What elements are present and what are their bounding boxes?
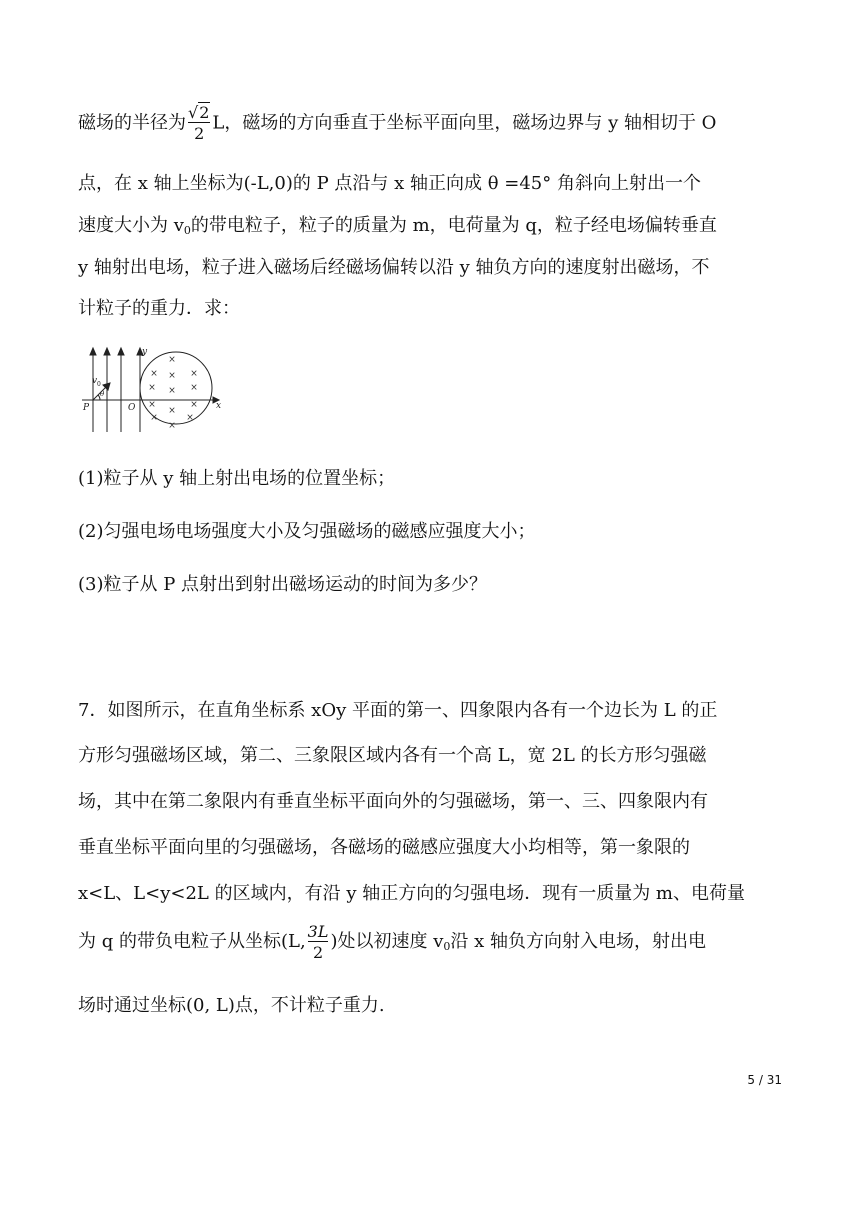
radius-fraction: $\frac{√2}{2}$ (188, 103, 210, 143)
p7-line-6-c: 沿 x 轴负方向射入电场，射出电 (450, 931, 706, 952)
p6-line-1-b: L，磁场的方向垂直于坐标平面向里，磁场边界与 y 轴相切于 O (212, 112, 717, 134)
field-arrow-3 (118, 348, 124, 355)
p7-line-1: 7．如图所示，在直角坐标系 xOy 平面的第一、四象限内各有一个边长为 L 的正 (78, 700, 718, 721)
cross-mark: × (148, 383, 156, 393)
p6-line-3-a: 速度大小为 v (78, 215, 184, 236)
p7-line-6-b: )处以初速度 v (330, 931, 444, 952)
cross-mark: × (168, 406, 176, 416)
point-p-label: P (83, 403, 90, 413)
origin-label: O (128, 403, 136, 413)
p6-line-4: y 轴射出电场，粒子进入磁场后经磁场偏转以沿 y 轴负方向的速度射出磁场，不 (78, 257, 710, 278)
cross-mark: × (190, 369, 198, 379)
p7-line-4: 垂直坐标平面向里的匀强磁场，各磁场的磁感应强度大小均相等，第一象限的 (78, 837, 690, 858)
cross-mark: × (168, 386, 176, 396)
cross-mark: × (150, 369, 158, 379)
initial-y-fraction (308, 923, 329, 962)
cross-mark: × (168, 355, 176, 365)
p6-line-1-a: 磁场的半径为 (78, 112, 186, 134)
cross-mark: × (190, 383, 198, 393)
field-arrow-2 (104, 348, 110, 355)
v0-subscript: 0 (183, 224, 191, 237)
y-axis-label: y (142, 347, 148, 357)
cross-mark: × (190, 400, 198, 410)
cross-mark: × (168, 421, 176, 431)
p7-line-6-a: 为 q 的带负电粒子从坐标(L, (78, 931, 306, 952)
field-figure (78, 340, 228, 435)
x-axis-label: x (216, 401, 222, 411)
p7-line-5: x<L、L<y<2L 的区域内，有沿 y 轴正方向的匀强电场．现有一质量为 m、电荷量 (78, 883, 745, 904)
frac-den: 2 (188, 122, 210, 143)
field-arrow-1 (90, 348, 96, 355)
p7-line-2: 方形匀强磁场区域，第二、三象限区域内各有一个高 L，宽 2L 的长方形匀强磁 (78, 745, 707, 766)
p6-line-1 (78, 104, 716, 143)
cross-mark: × (168, 371, 176, 381)
frac-num: 2 (199, 103, 210, 122)
question-3: (3)粒子从 P 点射出到射出磁场运动的时间为多少？ (78, 574, 488, 595)
theta-label: θ (100, 390, 105, 398)
page-number: 5 / 31 (747, 1073, 782, 1087)
cross-mark: × (150, 413, 158, 423)
question-2: (2)匀强电场电场强度大小及匀强磁场的磁感应强度大小； (78, 521, 536, 542)
velocity-subscript: 0 (97, 381, 101, 388)
p6-line-5: 计粒子的重力．求： (78, 298, 240, 319)
p6-line-2: 点，在 x 轴上坐标为(-L,0)的 P 点沿与 x 轴正向成 θ =45° 角斜向上射出一个 (78, 173, 701, 194)
v0-subscript: 0 (443, 940, 451, 953)
frac-den: 2 (308, 941, 329, 962)
p7-line-6 (78, 922, 706, 967)
velocity-label: v (92, 376, 98, 386)
p6-line-3-b: 的带电粒子，粒子的质量为 m，电荷量为 q，粒子经电场偏转垂直 (190, 215, 717, 236)
p7-line-3: 场，其中在第二象限内有垂直坐标平面向外的匀强磁场，第一、三、四象限内有 (78, 791, 708, 812)
frac-num: 3L (307, 921, 329, 941)
p7-line-7: 场时通过坐标(0, L)点，不计粒子重力. (78, 995, 385, 1016)
cross-mark: × (186, 413, 194, 423)
question-1: (1)粒子从 y 轴上射出电场的位置坐标； (78, 468, 396, 489)
cross-mark: × (148, 400, 156, 410)
p6-line-3 (78, 214, 717, 243)
